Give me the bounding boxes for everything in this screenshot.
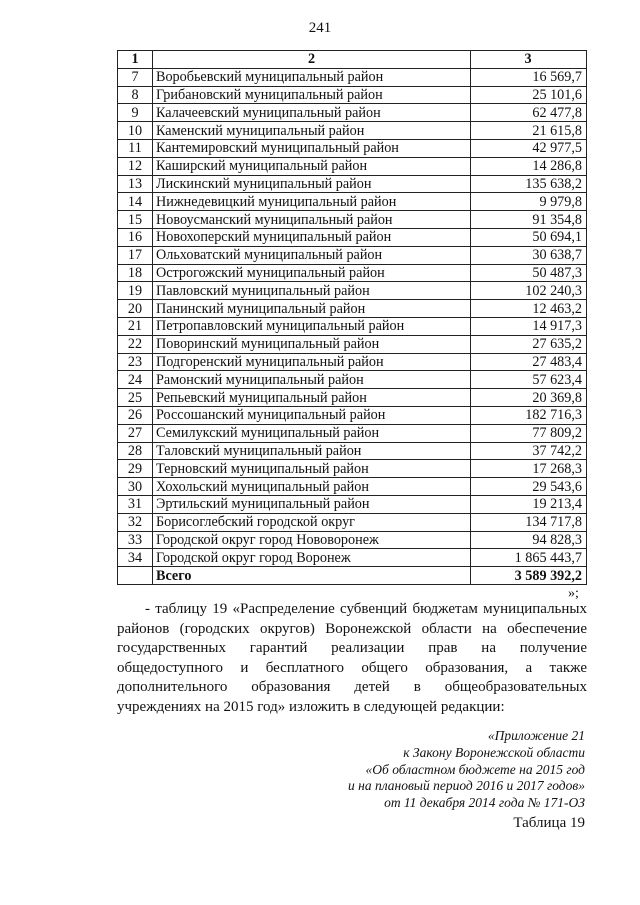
row-number-cell: 29	[118, 460, 153, 478]
row-number-cell: 32	[118, 513, 153, 531]
header-cell-number: 1	[118, 51, 153, 69]
row-name-cell: Городской округ город Воронеж	[153, 549, 471, 567]
row-name-cell: Рамонский муниципальный район	[153, 371, 471, 389]
row-value-cell: 57 623,4	[471, 371, 587, 389]
table-label: Таблица 19	[513, 815, 585, 831]
row-number-cell: 8	[118, 86, 153, 104]
row-value-cell: 30 638,7	[471, 246, 587, 264]
table-row	[118, 86, 587, 104]
table-row	[118, 317, 587, 335]
row-value-cell: 134 717,8	[471, 513, 587, 531]
row-name-cell: Новохоперский муниципальный район	[153, 228, 471, 246]
row-number-cell: 12	[118, 157, 153, 175]
row-value-cell: 20 369,8	[471, 389, 587, 407]
row-value-cell: 91 354,8	[471, 211, 587, 229]
table-row	[118, 406, 587, 424]
row-name-cell: Каменский муниципальный район	[153, 122, 471, 140]
row-name-cell: Петропавловский муниципальный район	[153, 317, 471, 335]
row-number-cell: 22	[118, 335, 153, 353]
row-name-cell: Острогожский муниципальный район	[153, 264, 471, 282]
row-number-cell: 24	[118, 371, 153, 389]
row-value-cell: 14 286,8	[471, 157, 587, 175]
table-row	[118, 300, 587, 318]
row-number-cell: 13	[118, 175, 153, 193]
row-value-cell: 9 979,8	[471, 193, 587, 211]
subsidy-table	[117, 50, 587, 585]
row-name-cell: Новоусманский муниципальный район	[153, 211, 471, 229]
table-row	[118, 104, 587, 122]
row-value-cell: 102 240,3	[471, 282, 587, 300]
table-row	[118, 211, 587, 229]
row-number-cell: 34	[118, 549, 153, 567]
row-value-cell: 37 742,2	[471, 442, 587, 460]
table-row	[118, 157, 587, 175]
table-row	[118, 389, 587, 407]
row-name-cell: Панинский муниципальный район	[153, 300, 471, 318]
row-name-cell: Хохольский муниципальный район	[153, 478, 471, 496]
row-number-cell: 21	[118, 317, 153, 335]
table-row	[118, 264, 587, 282]
table-row	[118, 495, 587, 513]
table-row	[118, 246, 587, 264]
row-value-cell: 14 917,3	[471, 317, 587, 335]
row-value-cell: 1 865 443,7	[471, 549, 587, 567]
table-row	[118, 175, 587, 193]
table-row	[118, 282, 587, 300]
appendix-line: «Об областном бюджете на 2015 год	[365, 761, 585, 777]
table-row	[118, 460, 587, 478]
table-row	[118, 122, 587, 140]
paragraph-text: - таблицу 19 «Распределение субвенций бюджетам муниципальных районов (городских округов) Воронежской области на обеспечение государственных гарантий реализации прав на получение общедоступного и бесплатного общего образования, а также дополнительного образования детей в общеобразовательных учреждениях на 2015 год» изложить в следующей редакции:	[117, 601, 587, 715]
row-number-cell: 33	[118, 531, 153, 549]
row-value-cell: 16 569,7	[471, 68, 587, 86]
table-row	[118, 549, 587, 567]
row-name-cell: Городской округ город Нововоронеж	[153, 531, 471, 549]
row-value-cell: 27 483,4	[471, 353, 587, 371]
row-value-cell: 27 635,2	[471, 335, 587, 353]
appendix-line: к Закону Воронежской области	[403, 744, 585, 760]
row-number-cell: 7	[118, 68, 153, 86]
table-row	[118, 371, 587, 389]
table-row	[118, 139, 587, 157]
table-row	[118, 193, 587, 211]
row-name-cell: Поворинский муниципальный район	[153, 335, 471, 353]
row-name-cell: Россошанский муниципальный район	[153, 406, 471, 424]
row-value-cell: 12 463,2	[471, 300, 587, 318]
row-name-cell: Каширский муниципальный район	[153, 157, 471, 175]
row-name-cell: Таловский муниципальный район	[153, 442, 471, 460]
row-number-cell: 16	[118, 228, 153, 246]
row-name-cell: Борисоглебский городской округ	[153, 513, 471, 531]
table-header-row	[118, 51, 587, 69]
row-number-cell: 17	[118, 246, 153, 264]
row-value-cell: 182 716,3	[471, 406, 587, 424]
row-value-cell: 62 477,8	[471, 104, 587, 122]
row-name-cell: Грибановский муниципальный район	[153, 86, 471, 104]
row-value-cell: 77 809,2	[471, 424, 587, 442]
row-name-cell: Ольховатский муниципальный район	[153, 246, 471, 264]
row-name-cell: Нижнедевицкий муниципальный район	[153, 193, 471, 211]
row-value-cell: 17 268,3	[471, 460, 587, 478]
total-value-cell: 3 589 392,2	[471, 567, 587, 585]
row-name-cell: Репьевский муниципальный район	[153, 389, 471, 407]
row-number-cell: 15	[118, 211, 153, 229]
table-row	[118, 531, 587, 549]
row-value-cell: 42 977,5	[471, 139, 587, 157]
row-number-cell: 27	[118, 424, 153, 442]
appendix-line: и на плановый период 2016 и 2017 годов»	[348, 778, 585, 794]
header-cell-value: 3	[471, 51, 587, 69]
row-name-cell: Кантемировский муниципальный район	[153, 139, 471, 157]
total-label-cell: Всего	[153, 567, 471, 585]
row-name-cell: Семилукский муниципальный район	[153, 424, 471, 442]
row-name-cell: Эртильский муниципальный район	[153, 495, 471, 513]
row-number-cell: 14	[118, 193, 153, 211]
table-row	[118, 424, 587, 442]
row-value-cell: 94 828,3	[471, 531, 587, 549]
table-row	[118, 228, 587, 246]
table-total-row	[118, 567, 587, 585]
row-name-cell: Павловский муниципальный район	[153, 282, 471, 300]
row-number-cell: 23	[118, 353, 153, 371]
appendix-line: от 11 декабря 2014 года № 171-ОЗ	[384, 795, 585, 811]
table-row	[118, 513, 587, 531]
row-value-cell: 19 213,4	[471, 495, 587, 513]
row-name-cell: Лискинский муниципальный район	[153, 175, 471, 193]
row-value-cell: 50 487,3	[471, 264, 587, 282]
row-number-cell: 19	[118, 282, 153, 300]
row-number-cell: 20	[118, 300, 153, 318]
header-cell-name: 2	[153, 51, 471, 69]
table-row	[118, 68, 587, 86]
row-name-cell: Калачеевский муниципальный район	[153, 104, 471, 122]
table-row	[118, 478, 587, 496]
row-number-cell: 26	[118, 406, 153, 424]
appendix-reference	[348, 728, 585, 812]
row-number-cell: 10	[118, 122, 153, 140]
appendix-line: «Приложение 21	[487, 728, 585, 743]
row-number-cell: 18	[118, 264, 153, 282]
row-number-cell: 11	[118, 139, 153, 157]
row-number-cell: 9	[118, 104, 153, 122]
row-number-cell: 31	[118, 495, 153, 513]
page-number: 241	[308, 20, 332, 36]
total-empty-cell	[118, 567, 153, 585]
row-name-cell: Воробьевский муниципальный район	[153, 68, 471, 86]
row-value-cell: 21 615,8	[471, 122, 587, 140]
row-value-cell: 50 694,1	[471, 228, 587, 246]
row-number-cell: 28	[118, 442, 153, 460]
row-name-cell: Подгоренский муниципальный район	[153, 353, 471, 371]
table-row	[118, 442, 587, 460]
row-name-cell: Терновский муниципальный район	[153, 460, 471, 478]
closing-quote: »;	[568, 586, 579, 601]
table-row	[118, 335, 587, 353]
row-value-cell: 25 101,6	[471, 86, 587, 104]
row-number-cell: 30	[118, 478, 153, 496]
row-value-cell: 135 638,2	[471, 175, 587, 193]
row-number-cell: 25	[118, 389, 153, 407]
body-paragraph	[117, 600, 587, 718]
row-value-cell: 29 543,6	[471, 478, 587, 496]
table-row	[118, 353, 587, 371]
